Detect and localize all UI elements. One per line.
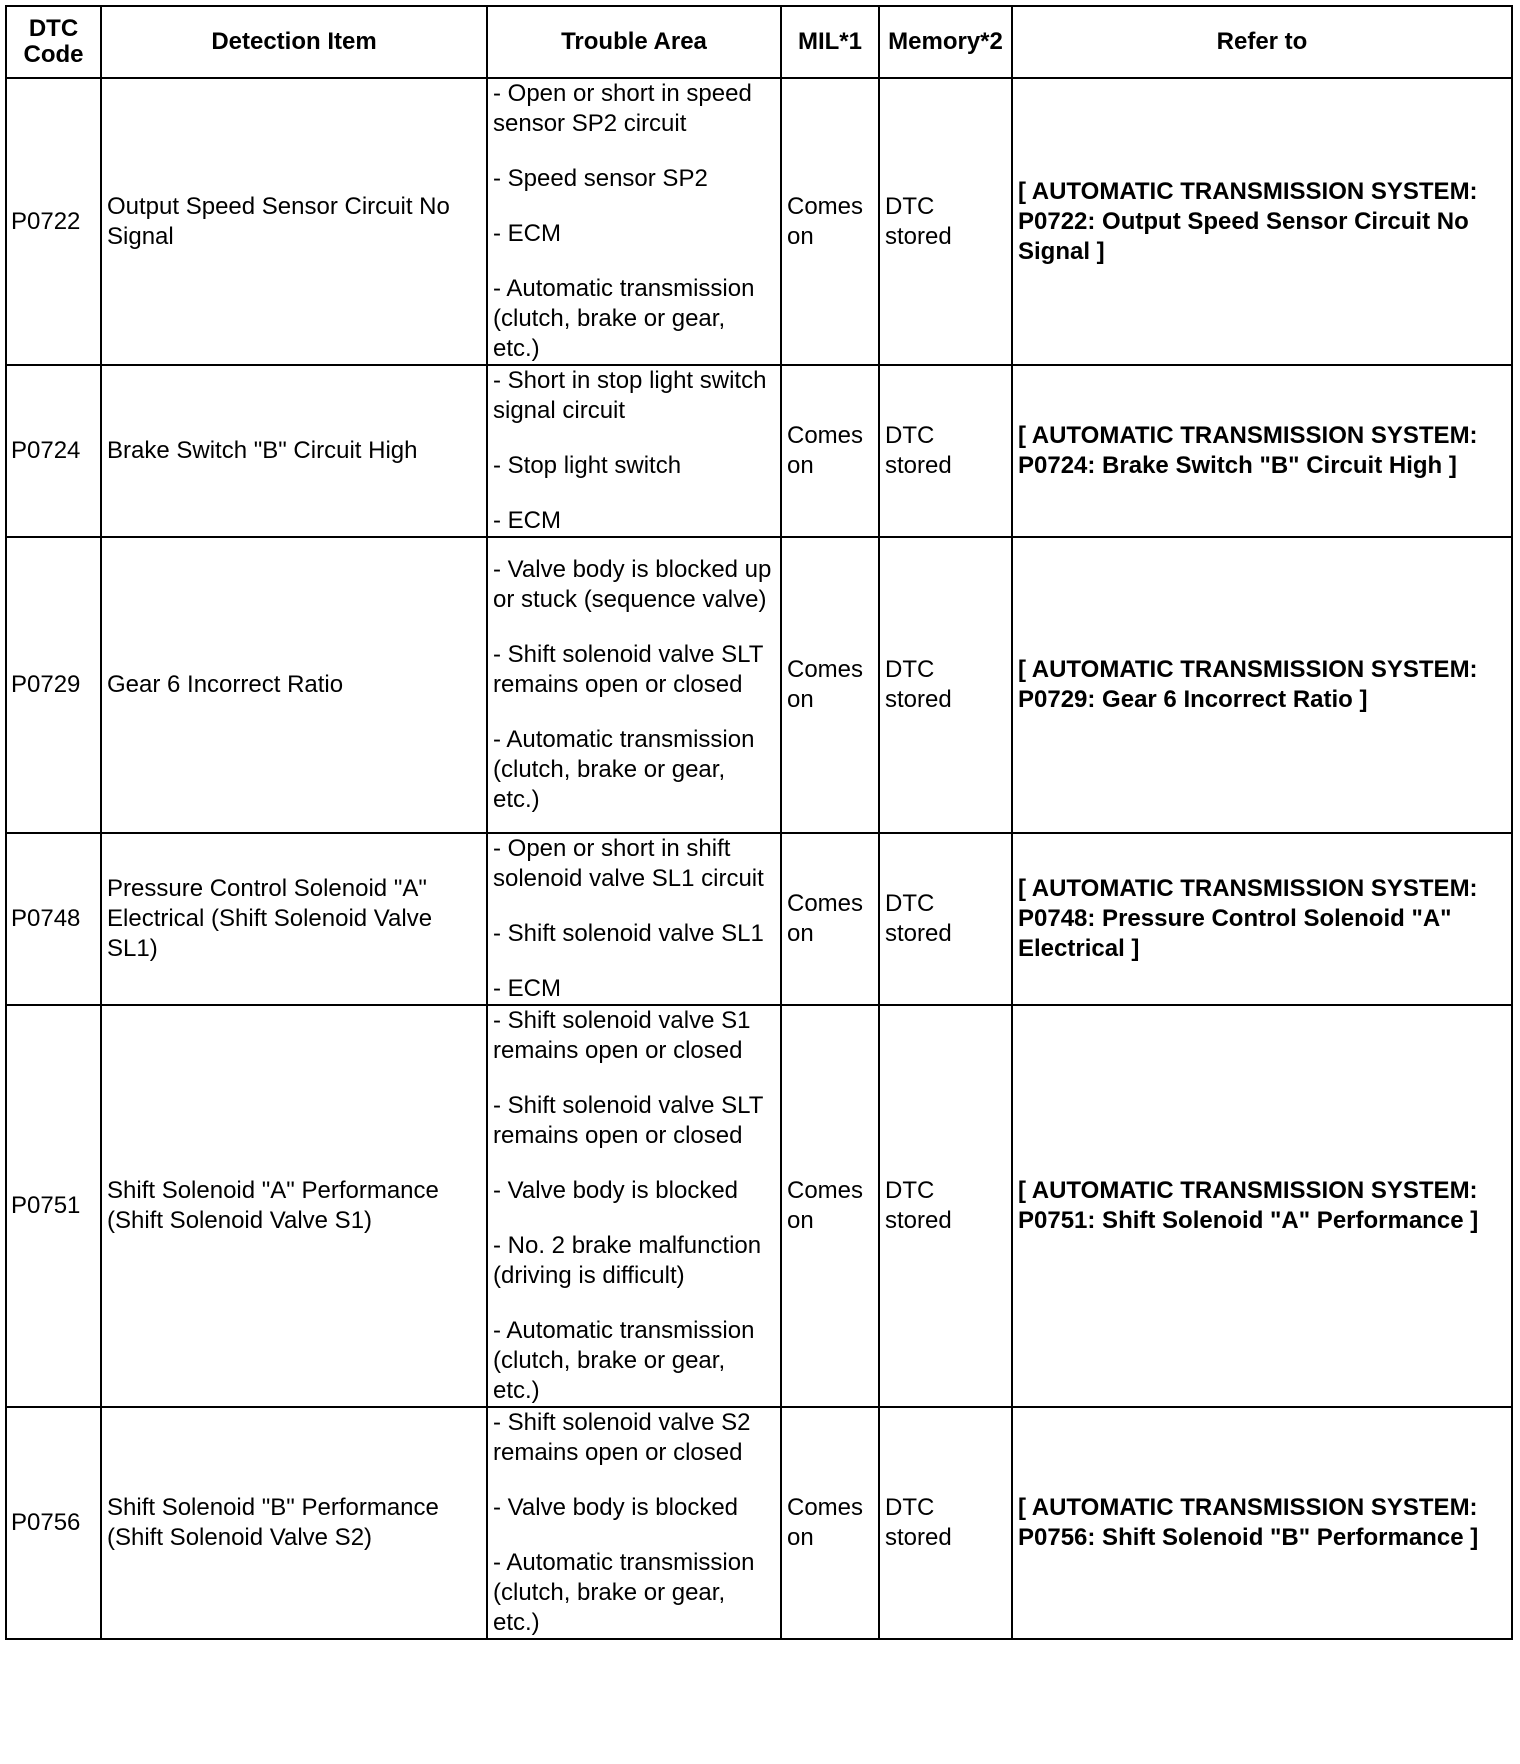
memory-cell: DTC stored (879, 537, 1012, 833)
refer-to-cell: [ AUTOMATIC TRANSMISSION SYSTEM: P0722: Output Speed Sensor Circuit No Signal ] (1012, 78, 1512, 365)
trouble-area-item: - Speed sensor SP2 (493, 165, 708, 192)
dtc-code-cell: P0722 (6, 78, 101, 365)
table-row (6, 365, 1512, 537)
dtc-code-cell: P0724 (6, 365, 101, 537)
detection-item-cell: Pressure Control Solenoid "A" Electrical (Shift Solenoid Valve SL1) (101, 833, 487, 1005)
header-refer-to: Refer to (1012, 6, 1512, 78)
header-trouble-area: Trouble Area (487, 6, 781, 78)
header-dtc-code: DTC Code (6, 6, 101, 78)
trouble-area-cell (487, 365, 781, 537)
trouble-area-item: - Shift solenoid valve SLT remains open or closed (493, 1092, 763, 1149)
trouble-area-item: - Shift solenoid valve SLT remains open or closed (493, 641, 763, 698)
dtc-code-cell: P0729 (6, 537, 101, 833)
trouble-area-item: - ECM (493, 220, 561, 247)
table-row (6, 78, 1512, 365)
trouble-area-item: - Automatic transmission (clutch, brake or gear, etc.) (493, 726, 755, 813)
memory-cell: DTC stored (879, 1005, 1012, 1407)
trouble-area-cell (487, 1005, 781, 1407)
header-memory: Memory*2 (879, 6, 1012, 78)
trouble-area-item: - ECM (493, 507, 561, 534)
header-row (6, 6, 1512, 78)
trouble-area-item: - Automatic transmission (clutch, brake or gear, etc.) (493, 1317, 755, 1404)
table-row (6, 833, 1512, 1005)
dtc-code-cell: P0748 (6, 833, 101, 1005)
dtc-code-cell: P0751 (6, 1005, 101, 1407)
trouble-area-item: - Open or short in speed sensor SP2 circuit (493, 80, 752, 137)
table-row (6, 537, 1512, 833)
dtc-code-cell: P0756 (6, 1407, 101, 1639)
trouble-area-item: - Automatic transmission (clutch, brake or gear, etc.) (493, 1549, 755, 1636)
mil-cell: Comes on (781, 365, 879, 537)
refer-to-cell: [ AUTOMATIC TRANSMISSION SYSTEM: P0756: Shift Solenoid "B" Performance ] (1012, 1407, 1512, 1639)
header-mil: MIL*1 (781, 6, 879, 78)
trouble-area-cell (487, 537, 781, 833)
detection-item-cell: Brake Switch "B" Circuit High (101, 365, 487, 537)
refer-to-cell: [ AUTOMATIC TRANSMISSION SYSTEM: P0729: Gear 6 Incorrect Ratio ] (1012, 537, 1512, 833)
trouble-area-item: - Open or short in shift solenoid valve SL1 circuit (493, 835, 764, 892)
trouble-area-cell (487, 833, 781, 1005)
mil-cell: Comes on (781, 78, 879, 365)
trouble-area-item: - Shift solenoid valve SL1 (493, 920, 764, 947)
trouble-area-item: - Shift solenoid valve S1 remains open or closed (493, 1007, 751, 1064)
refer-to-cell: [ AUTOMATIC TRANSMISSION SYSTEM: P0724: Brake Switch "B" Circuit High ] (1012, 365, 1512, 537)
memory-cell: DTC stored (879, 365, 1012, 537)
detection-item-cell: Gear 6 Incorrect Ratio (101, 537, 487, 833)
trouble-area-item: - Valve body is blocked up or stuck (sequence valve) (493, 556, 772, 613)
trouble-area-item: - No. 2 brake malfunction (driving is difficult) (493, 1232, 762, 1289)
table-body (6, 78, 1512, 1639)
refer-to-cell: [ AUTOMATIC TRANSMISSION SYSTEM: P0748: Pressure Control Solenoid "A" Electrical ] (1012, 833, 1512, 1005)
dtc-table (5, 5, 1513, 1640)
trouble-area-item: - ECM (493, 975, 561, 1002)
memory-cell: DTC stored (879, 78, 1012, 365)
trouble-area-item: - Valve body is blocked (493, 1494, 739, 1521)
memory-cell: DTC stored (879, 1407, 1012, 1639)
table-row (6, 1407, 1512, 1639)
trouble-area-cell (487, 1407, 781, 1639)
detection-item-cell: Shift Solenoid "A" Performance (Shift Solenoid Valve S1) (101, 1005, 487, 1407)
trouble-area-item: - Shift solenoid valve S2 remains open or closed (493, 1409, 751, 1466)
trouble-area-item: - Stop light switch (493, 452, 682, 479)
trouble-area-item: - Automatic transmission (clutch, brake or gear, etc.) (493, 275, 755, 362)
trouble-area-cell (487, 78, 781, 365)
mil-cell: Comes on (781, 833, 879, 1005)
trouble-area-item: - Short in stop light switch signal circuit (493, 367, 767, 424)
detection-item-cell: Shift Solenoid "B" Performance (Shift Solenoid Valve S2) (101, 1407, 487, 1639)
detection-item-cell: Output Speed Sensor Circuit No Signal (101, 78, 487, 365)
mil-cell: Comes on (781, 1005, 879, 1407)
trouble-area-item: - Valve body is blocked (493, 1177, 739, 1204)
mil-cell: Comes on (781, 1407, 879, 1639)
mil-cell: Comes on (781, 537, 879, 833)
table-row (6, 1005, 1512, 1407)
memory-cell: DTC stored (879, 833, 1012, 1005)
refer-to-cell: [ AUTOMATIC TRANSMISSION SYSTEM: P0751: Shift Solenoid "A" Performance ] (1012, 1005, 1512, 1407)
header-detection-item: Detection Item (101, 6, 487, 78)
